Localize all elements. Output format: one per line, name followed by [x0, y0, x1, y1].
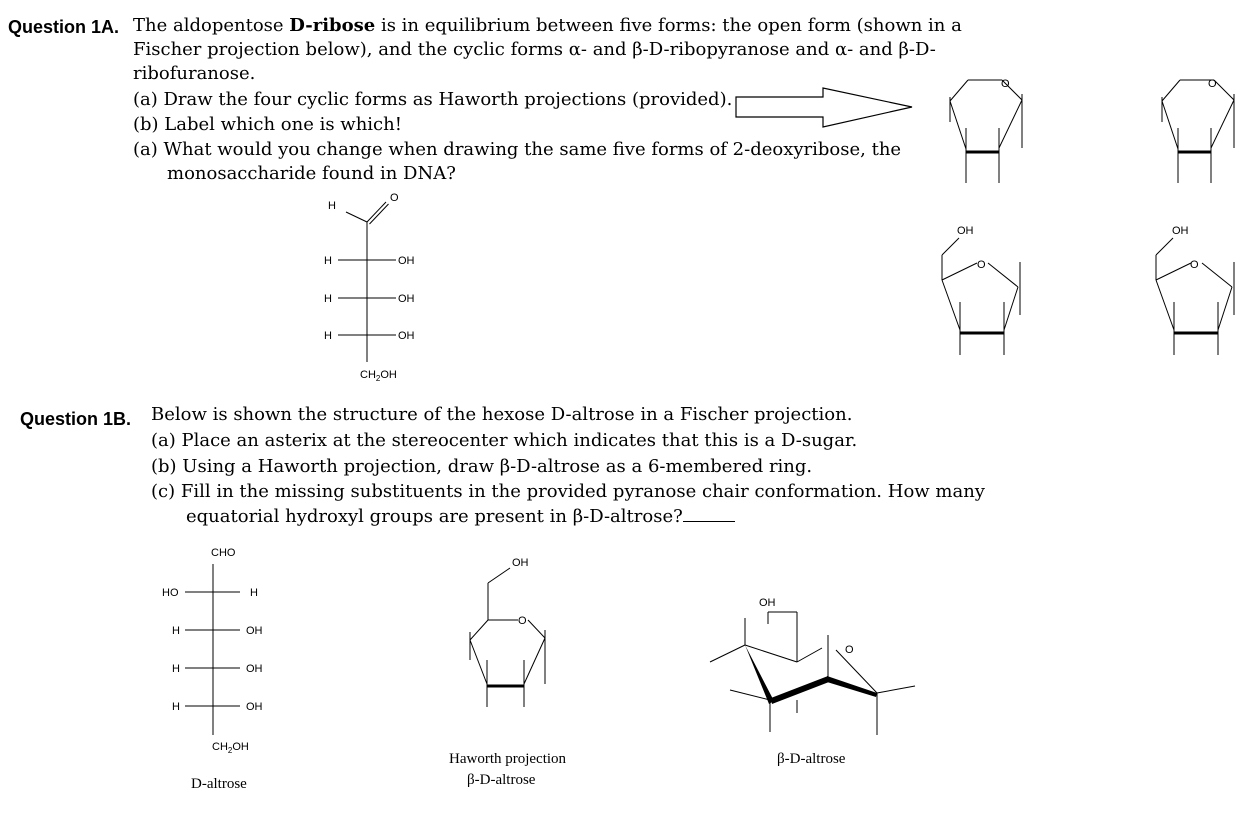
- pyranose-haworth-template-2: [1162, 80, 1234, 183]
- arrow-icon: [736, 88, 912, 127]
- question-1a-item-c: (a) What would you change when drawing the same five forms of 2-deoxyribose, the: [133, 139, 902, 160]
- question-1a-label: Question 1A.: [8, 17, 120, 37]
- haworth-caption-line1: Haworth projection: [449, 751, 567, 767]
- altrose-row2-right: OH: [246, 625, 263, 637]
- question-1b-item-b: (b) Using a Haworth projection, draw β-D-altrose as a 6-membered ring.: [151, 456, 813, 477]
- altrose-haworth-template: [470, 568, 545, 707]
- altrose-haworth-oh: OH: [512, 557, 529, 569]
- altrose-chair-template: [710, 612, 915, 735]
- altrose-row4-right: OH: [246, 701, 263, 713]
- ribose-row1-right: OH: [398, 255, 415, 267]
- altrose-haworth-ring-oxygen: O: [518, 615, 527, 627]
- altrose-row3-left: H: [172, 663, 180, 675]
- haworth-caption-line2: β-D-altrose: [467, 772, 536, 788]
- ribose-row3-right: OH: [398, 330, 415, 342]
- altrose-bottom-ch2oh: $CH_2OH$: [212, 741, 249, 755]
- altrose-row1-right: H: [250, 587, 258, 599]
- furanose-2-oh: OH: [1172, 225, 1189, 237]
- question-1a-intro-post: is in equilibrium between five forms: the open form (shown in a: [380, 15, 962, 36]
- altrose-chair-oh: OH: [759, 597, 776, 609]
- altrose-chair-ring-oxygen: O: [845, 644, 854, 656]
- ribose-row1-left: H: [324, 255, 332, 267]
- furanose-haworth-template-2: [1156, 238, 1234, 355]
- pyranose-2-ring-oxygen: O: [1208, 78, 1217, 90]
- pyranose-1-ring-oxygen: O: [1001, 78, 1010, 90]
- ribose-row2-left: H: [324, 293, 332, 305]
- altrose-fischer-projection: [185, 564, 240, 735]
- question-1a-line2: Fischer projection below), and the cyclic forms α- and β-D-ribopyranose and α- and β-D-: [133, 39, 936, 60]
- ribose-fischer-projection: [338, 202, 396, 362]
- question-1b-intro: Below is shown the structure of the hexose D-altrose in a Fischer projection.: [151, 404, 853, 425]
- question-1a-item-b: (b) Label which one is which!: [133, 114, 402, 135]
- ribose-top-h: H: [328, 200, 336, 212]
- question-1b-label: Question 1B.: [20, 409, 132, 429]
- ribose-bottom-ch2oh: $CH_2OH$: [360, 369, 397, 383]
- question-1b-item-a: (a) Place an asterix at the stereocenter which indicates that this is a D-sugar.: [151, 430, 858, 451]
- furanose-1-oh: OH: [957, 225, 974, 237]
- altrose-row4-left: H: [172, 701, 180, 713]
- question-1a-item-c-cont: monosaccharide found in DNA?: [167, 163, 456, 184]
- altrose-top-cho: CHO: [211, 547, 236, 559]
- ribose-top-o: O: [390, 192, 399, 204]
- altrose-row1-left: HO: [162, 587, 179, 599]
- question-1a-intro-pre: The aldopentose: [133, 15, 284, 36]
- ribose-row2-right: OH: [398, 293, 415, 305]
- question-1a-line3: ribofuranose.: [133, 63, 256, 84]
- ribose-row3-left: H: [324, 330, 332, 342]
- question-1b-item-c: (c) Fill in the missing substituents in the provided pyranose chair conformation. How many: [151, 481, 985, 502]
- pyranose-haworth-template-1: [950, 80, 1022, 183]
- question-1a-item-a: (a) Draw the four cyclic forms as Haworth projections (provided).: [133, 89, 733, 110]
- question-1b-item-c-text: equatorial hydroxyl groups are present in β-D-altrose?: [186, 506, 683, 527]
- furanose-1-ring-oxygen: O: [977, 259, 986, 271]
- furanose-2-ring-oxygen: O: [1190, 259, 1199, 271]
- altrose-row3-right: OH: [246, 663, 263, 675]
- altrose-fischer-caption: D-altrose: [191, 776, 247, 792]
- furanose-haworth-template-1: [942, 238, 1020, 355]
- question-1a-intro-bold: D-ribose: [289, 15, 376, 36]
- chair-caption: β-D-altrose: [777, 751, 846, 767]
- altrose-row2-left: H: [172, 625, 180, 637]
